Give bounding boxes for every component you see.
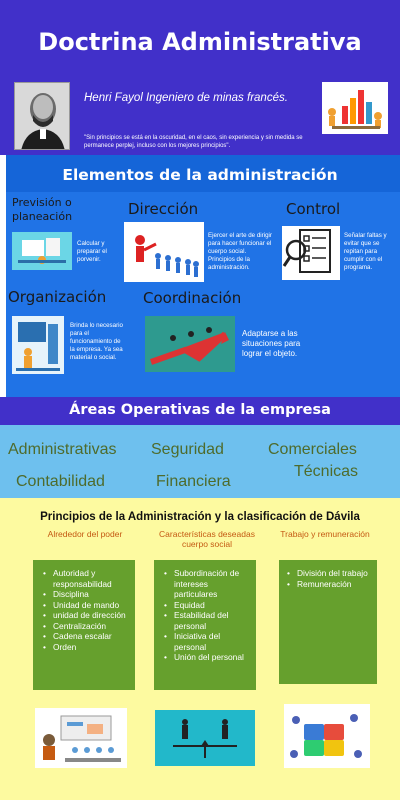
principles-col2-box	[154, 560, 256, 690]
organization-image	[12, 316, 64, 374]
page-title: Doctrina Administrativa	[38, 28, 362, 56]
principle-item: • Remuneración	[285, 579, 373, 590]
principle-item: • Orden	[41, 642, 131, 653]
principle-item: • unidad de dirección	[41, 610, 131, 621]
fayol-quote: "Sin principios se está en la oscuridad, en el caos, sin experiencia y sin medida se permanece perplej, incluso con los mejores principios".	[84, 135, 303, 149]
principle-item: • Iniciativa del personal	[162, 631, 252, 652]
area-comerciales: Comerciales	[268, 441, 357, 458]
element-control-desc: Señalar faltas y evitar que se repitan para cumplir con el programa.	[344, 232, 387, 271]
principle-item: • Equidad	[162, 600, 252, 611]
area-administrativas: Administrativas	[8, 441, 117, 458]
office-workers-image	[35, 708, 127, 768]
principles-col3-box	[279, 560, 377, 684]
coordination-image	[145, 316, 235, 372]
principle-item: • Cadena escalar	[41, 631, 131, 642]
elements-title: Elementos de la administración	[62, 166, 338, 184]
principles-col2-heading: Características deseadas cuerpo social	[159, 529, 255, 549]
principle-item: • Unidad de mando	[41, 600, 131, 611]
principle-item: • División del trabajo	[285, 568, 373, 579]
element-organizacion-heading: Organización	[8, 288, 107, 306]
principles-title: Principios de la Administración y la clasificación de Dávila	[40, 511, 360, 523]
principle-item: • Disciplina	[41, 589, 131, 600]
area-seguridad: Seguridad	[151, 441, 224, 458]
area-contabilidad: Contabilidad	[16, 473, 105, 490]
business-chart-image	[322, 82, 388, 134]
element-organizacion-desc: Brinda lo necesario para el funcionamiento de la empresa. Ya sea material o social.	[70, 322, 123, 361]
area-financiera: Financiera	[156, 473, 231, 490]
principle-item: • Autoridad y responsabilidad	[41, 568, 131, 589]
planning-image	[12, 232, 72, 270]
element-coordinacion-desc: Adaptarse a las situaciones para lograr el objeto.	[242, 329, 301, 358]
fayol-portrait-image	[14, 82, 70, 150]
checklist-image	[282, 226, 340, 280]
principles-col3-heading: Trabajo y remuneración	[280, 529, 370, 539]
element-direccion-desc: Ejercer el arte de dirigir para hacer funcionar el cuerpo social. Principios de la administración.	[208, 232, 272, 271]
element-prevision-desc: Calcular y preparar el porvenir.	[77, 240, 107, 263]
header-subtitle: Henri Fayol Ingeniero de minas francés.	[84, 92, 288, 104]
element-prevision-heading: Previsión o planeación	[12, 196, 73, 223]
areas-title: Áreas Operativas de la empresa	[69, 402, 331, 418]
principles-col1-heading: Alrededor del poder	[47, 529, 123, 539]
principle-item: • Centralización	[41, 621, 131, 632]
principle-item: • Unión del personal	[162, 652, 252, 663]
element-direccion-heading: Dirección	[128, 200, 199, 218]
element-control-heading: Control	[286, 200, 341, 218]
leadership-image	[124, 222, 204, 282]
area-tecnicas: Técnicas	[294, 463, 359, 480]
puzzle-teamwork-image	[284, 704, 370, 768]
principles-col1-box	[33, 560, 135, 690]
principle-item: • Subordinación de intereses particulares	[162, 568, 252, 600]
principle-item: • Estabilidad del personal	[162, 610, 252, 631]
element-coordinacion-heading: Coordinación	[143, 289, 242, 307]
balance-scale-image	[155, 710, 255, 766]
